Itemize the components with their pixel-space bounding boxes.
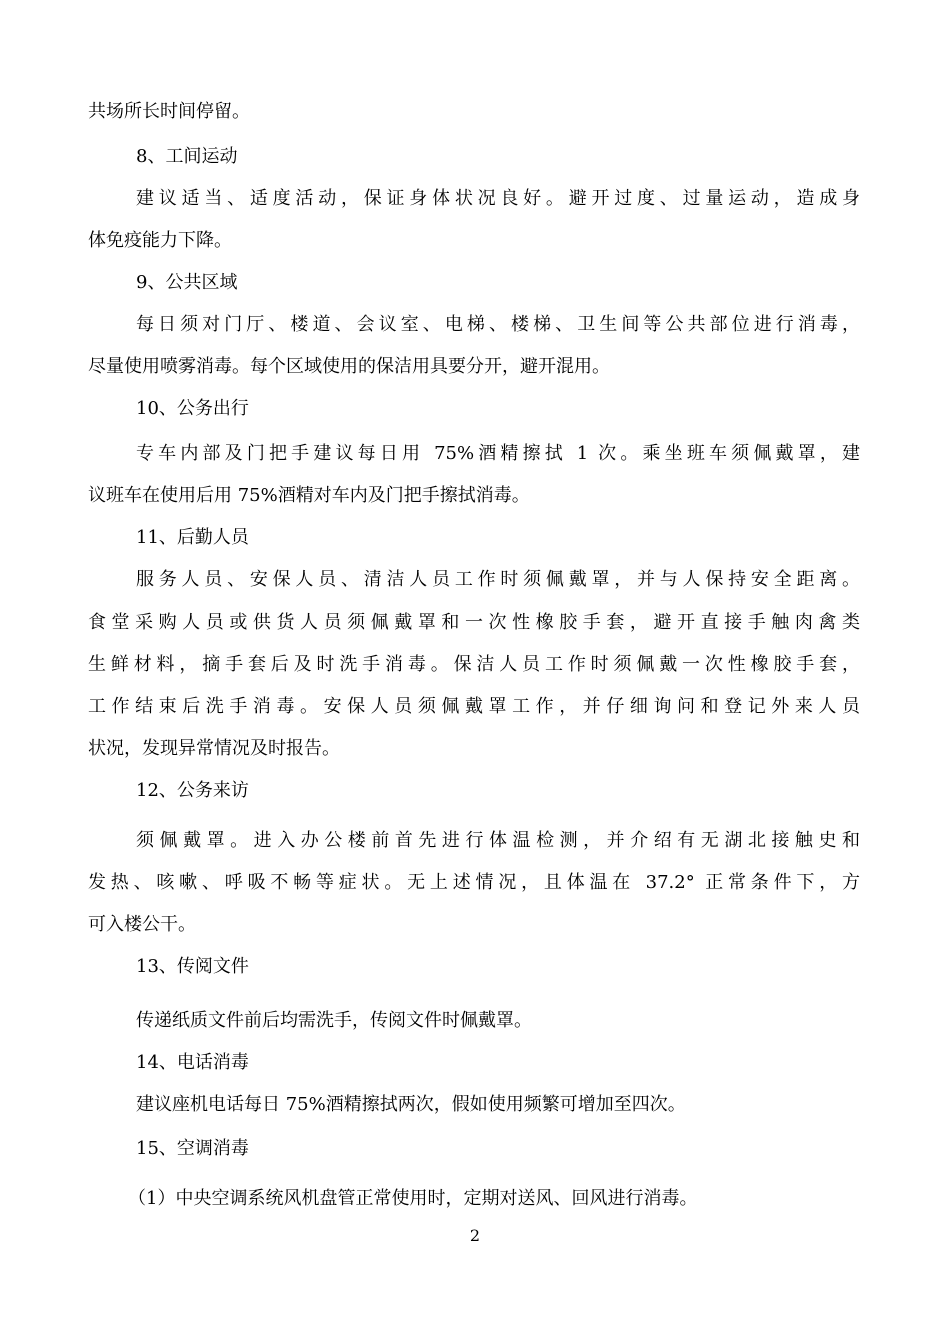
section-heading: 8、工间运动	[136, 146, 238, 167]
page-number: 2	[469, 1226, 481, 1245]
body-text-line: 食堂采购人员或供货人员须佩戴罩和一次性橡胶手套，避开直接手触肉禽类	[88, 612, 860, 633]
section-heading: 12、公务来访	[136, 780, 249, 801]
section-heading: 11、后勤人员	[136, 527, 249, 548]
body-text-line: 工作结束后洗手消毒。安保人员须佩戴罩工作，并仔细询问和登记外来人员	[88, 696, 860, 717]
body-text-line: 建议座机电话每日 75%酒精擦拭两次，假如使用频繁可增加至四次。	[136, 1094, 686, 1115]
body-text-line: 体免疫能力下降。	[88, 230, 232, 251]
section-heading: 10、公务出行	[136, 398, 249, 419]
body-text-line: 每日须对门厅、楼道、会议室、电梯、楼梯、卫生间等公共部位进行消毒，	[136, 314, 860, 335]
body-text-line: 尽量使用喷雾消毒。每个区域使用的保洁用具要分开，避开混用。	[88, 356, 610, 377]
body-text-line: 议班车在使用后用 75%酒精对车内及门把手擦拭消毒。	[88, 485, 530, 506]
section-heading: 14、电话消毒	[136, 1052, 249, 1073]
body-text-line: 发热、咳嗽、呼吸不畅等症状。无上述情况，且体温在 37.2° 正常条件下，方	[88, 872, 860, 893]
body-text-line: 共场所长时间停留。	[88, 101, 250, 122]
body-text-line: 生鲜材料，摘手套后及时洗手消毒。保洁人员工作时须佩戴一次性橡胶手套，	[88, 654, 860, 675]
body-text-line: 服务人员、安保人员、清洁人员工作时须佩戴罩，并与人保持安全距离。	[136, 569, 860, 590]
section-heading: 13、传阅文件	[136, 956, 249, 977]
body-text-line: 建议适当、适度活动，保证身体状况良好。避开过度、过量运动，造成身	[136, 188, 860, 209]
body-text-line: 传递纸质文件前后均需洗手，传阅文件时佩戴罩。	[136, 1010, 532, 1031]
body-text-line: 可入楼公干。	[88, 914, 196, 935]
body-text-line: （1）中央空调系统风机盘管正常使用时，定期对送风、回风进行消毒。	[128, 1188, 698, 1209]
body-text-line: 专车内部及门把手建议每日用 75%酒精擦拭 1 次。乘坐班车须佩戴罩，建	[136, 443, 860, 464]
body-text-line: 须佩戴罩。进入办公楼前首先进行体温检测，并介绍有无湖北接触史和	[136, 830, 860, 851]
section-heading: 9、公共区域	[136, 272, 238, 293]
section-heading: 15、空调消毒	[136, 1138, 249, 1159]
body-text-line: 状况，发现异常情况及时报告。	[88, 738, 340, 759]
